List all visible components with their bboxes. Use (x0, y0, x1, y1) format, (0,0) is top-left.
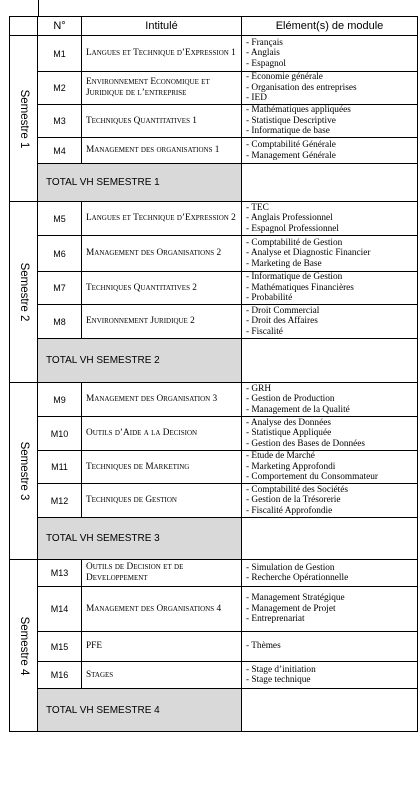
module-element-item: - Anglais (246, 48, 280, 59)
total-label: TOTAL VH SEMESTRE 1 (38, 164, 242, 202)
module-element-item: - Management de Projet (246, 603, 336, 614)
header-code: N° (38, 17, 82, 36)
module-row (10, 36, 418, 72)
module-elements (242, 72, 418, 105)
module-code: M5 (38, 202, 82, 236)
module-element-item: - Analyse et Diagnostic Financier (246, 248, 371, 259)
module-element-item: - Comptabilité Générale (246, 140, 336, 150)
module-code: M14 (38, 587, 82, 632)
module-row (10, 202, 418, 236)
top-left-rule (38, 0, 39, 16)
module-element-item: - Thèmes (246, 641, 281, 652)
module-element-item: - Anglais Professionnel (246, 213, 333, 224)
module-element-item: - Gestion des Bases de Données (246, 438, 366, 449)
module-code: M7 (38, 272, 82, 305)
module-element-item: - Comptabilité de Gestion (246, 237, 343, 248)
module-code: M6 (38, 236, 82, 272)
module-element-item: - Français (246, 37, 283, 48)
module-elements (242, 484, 418, 518)
module-element-item: - Droit Commercial (246, 305, 320, 316)
modules-table (9, 16, 418, 732)
total-value-cell (242, 689, 418, 732)
module-element-item: - Droit des Affaires (246, 316, 318, 327)
module-element-item: - Fiscalité (246, 326, 283, 337)
module-element-item: - Informatique de base (246, 126, 330, 137)
module-code: M15 (38, 632, 82, 662)
header-intitule: Intitulé (82, 17, 242, 36)
semester-label: Semestre 2 (17, 262, 30, 322)
module-title: Environnement Juridique 2 (82, 305, 242, 339)
module-title: Techniques Quantitatives 1 (82, 105, 242, 138)
module-row (10, 72, 418, 105)
module-elements (242, 36, 418, 72)
module-elements (242, 632, 418, 662)
module-element-item: - TEC (246, 202, 269, 213)
module-elements (242, 383, 418, 417)
module-elements (242, 417, 418, 451)
module-code: M1 (38, 36, 82, 72)
module-code: M12 (38, 484, 82, 518)
module-elements (242, 138, 418, 164)
module-element-item: - Management Générale (246, 150, 336, 161)
module-element-item: - Analyse des Données (246, 417, 331, 428)
module-code: M2 (38, 72, 82, 105)
total-row (10, 339, 418, 383)
total-label: TOTAL VH SEMESTRE 2 (38, 339, 242, 383)
semester-cell (10, 202, 38, 383)
module-element-item: - Comptabilité des Sociétés (246, 484, 348, 495)
semester-label: Semestre 1 (17, 89, 30, 148)
semester-label: Semestre 3 (17, 441, 30, 501)
total-value-cell (242, 339, 418, 383)
module-code: M11 (38, 451, 82, 484)
semester-label: Semestre 4 (17, 616, 30, 675)
module-element-item: - Fiscalité Approfondie (246, 505, 333, 516)
semester-cell (10, 36, 38, 202)
module-element-item: - Organisation des entreprises (246, 82, 357, 93)
module-element-item: - Entreprenariat (246, 614, 305, 625)
total-row (10, 164, 418, 202)
module-element-item: - Stage d’initiation (246, 664, 316, 675)
module-row (10, 632, 418, 662)
module-title: Techniques de Gestion (82, 484, 242, 518)
module-element-item: - Probabilité (246, 293, 293, 304)
module-element-item: - Simulation de Gestion (246, 562, 335, 573)
module-element-item: - Espagnol (246, 58, 287, 69)
module-title: Management des organisations 1 (82, 138, 242, 164)
module-elements (242, 587, 418, 632)
module-row (10, 236, 418, 272)
module-elements (242, 560, 418, 587)
module-elements (242, 305, 418, 339)
module-code: M3 (38, 105, 82, 138)
module-elements (242, 202, 418, 236)
module-element-item: - Comportement du Consommateur (246, 472, 378, 483)
module-row (10, 305, 418, 339)
module-element-item: - Management de la Qualité (246, 404, 350, 415)
module-elements (242, 105, 418, 138)
module-title: PFE (82, 632, 242, 662)
module-element-item: - Espagnol Professionnel (246, 223, 339, 234)
header-blank (10, 17, 38, 36)
module-title: Langues et Technique d’Expression 2 (82, 202, 242, 236)
module-row (10, 484, 418, 518)
module-title: Outils de Decision et de Developpement (82, 560, 242, 587)
semester-cell (10, 383, 38, 560)
module-element-item: - Informatique de Gestion (246, 272, 343, 283)
module-code: M10 (38, 417, 82, 451)
total-row (10, 689, 418, 732)
module-title: Techniques de Marketing (82, 451, 242, 484)
module-title: Stages (82, 662, 242, 689)
module-row (10, 662, 418, 689)
module-code: M13 (38, 560, 82, 587)
module-row (10, 272, 418, 305)
module-title: Management des Organisations 2 (82, 236, 242, 272)
module-title: Management des Organisations 4 (82, 587, 242, 632)
module-element-item: - Gestion de Production (246, 394, 335, 405)
module-code: M8 (38, 305, 82, 339)
module-element-item: - Gestion de la Trésorerie (246, 495, 341, 506)
module-code: M4 (38, 138, 82, 164)
module-elements (242, 272, 418, 305)
module-title: Environnement Economique et Juridique de l’entreprise (82, 72, 242, 105)
module-row (10, 451, 418, 484)
module-row (10, 560, 418, 587)
module-element-item: - Mathématiques Financières (246, 282, 354, 293)
module-title: Outils d’Aide a la Decision (82, 417, 242, 451)
total-label: TOTAL VH SEMESTRE 3 (38, 518, 242, 560)
module-element-item: - Economie générale (246, 72, 323, 83)
module-element-item: - Recherche Opérationnelle (246, 573, 349, 583)
module-row (10, 383, 418, 417)
module-elements (242, 662, 418, 689)
module-row (10, 138, 418, 164)
module-element-item: - Management Stratégique (246, 593, 345, 604)
module-element-item: - Stage technique (246, 675, 311, 685)
header-row (10, 17, 418, 36)
module-row (10, 587, 418, 632)
module-element-item: - Statistique Descriptive (246, 115, 336, 126)
total-label: TOTAL VH SEMESTRE 4 (38, 689, 242, 732)
header-elements: Elément(s) de module (242, 17, 418, 36)
module-elements (242, 451, 418, 484)
module-element-item: - Marketing de Base (246, 258, 322, 269)
module-element-item: - GRH (246, 383, 272, 394)
module-element-item: - Mathématiques appliquées (246, 105, 351, 116)
semester-cell (10, 560, 38, 732)
module-code: M9 (38, 383, 82, 417)
module-title: Techniques Quantitatives 2 (82, 272, 242, 305)
module-element-item: - IED (246, 93, 267, 104)
module-row (10, 417, 418, 451)
module-title: Langues et Technique d’Expression 1 (82, 36, 242, 72)
module-elements (242, 236, 418, 272)
module-element-item: - Statistique Appliquée (246, 428, 332, 439)
module-element-item: - Marketing Approfondi (246, 461, 336, 472)
module-code: M16 (38, 662, 82, 689)
module-element-item: - Etude de Marché (246, 451, 315, 462)
total-value-cell (242, 164, 418, 202)
total-value-cell (242, 518, 418, 560)
total-row (10, 518, 418, 560)
module-row (10, 105, 418, 138)
module-title: Management des Organisation 3 (82, 383, 242, 417)
